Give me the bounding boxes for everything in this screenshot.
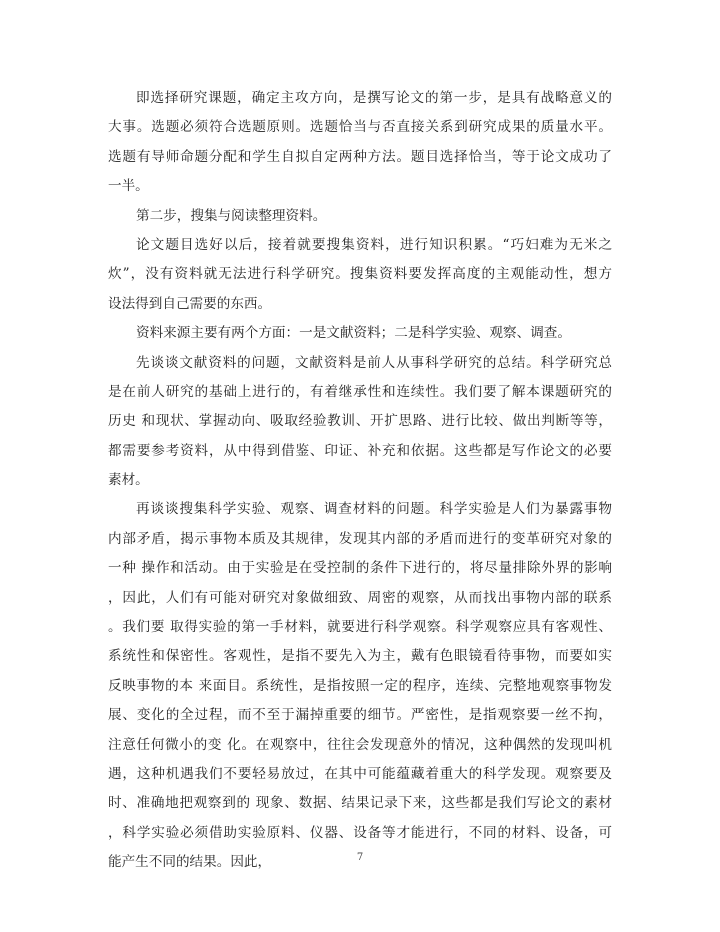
text-line: 展、变化的全过程，而不至于漏掉重要的细节。严密性，是指观察要一丝不拘，	[108, 707, 612, 724]
text-line: 炊”，没有资料就无法进行科学研究。搜集资料要发挥高度的主观能动性，想方	[108, 266, 612, 283]
text-line: 资料来源主要有两个方面：一是文献资料；二是科学实验、观察、调查。	[136, 325, 571, 342]
text-line: 选题有导师命题分配和学生自拟自定两种方法。题目选择恰当，等于论文成功了	[108, 148, 612, 165]
text-line: 论文题目选好以后，接着就要搜集资料，进行知识积累。“巧妇难为无米之	[136, 236, 612, 253]
text-line: 一种 操作和活动。由于实验是在受控制的条件下进行的，将尽量排除外界的影响	[108, 560, 612, 577]
text-line: 系统性和保密性。客观性，是指不要先入为主，戴有色眼镜看待事物，而要如实	[108, 648, 612, 665]
text-line: 是在前人研究的基础上进行的，有着继承性和连续性。我们要了解本课题研究的	[108, 383, 612, 400]
text-line: 素材。	[108, 472, 149, 489]
text-line: 注意任何微小的变 化。在观察中，往往会发现意外的情况，这种偶然的发现叫机	[108, 736, 612, 753]
text-line: 再谈谈搜集科学实验、观察、调查材料的问题。科学实验是人们为暴露事物	[136, 501, 612, 518]
text-line: 反映事物的本 来面目。系统性，是指按照一定的程序，连续、完整地观察事物发	[108, 677, 612, 694]
text-line: 大事。选题必须符合选题原则。选题恰当与否直接关系到研究成果的质量水平。	[108, 119, 612, 136]
text-line: 内部矛盾，揭示事物本质及其规律，发现其内部的矛盾而进行的变革研究对象的	[108, 530, 612, 547]
page-number: 7	[356, 852, 364, 863]
text-line: 设法得到自己需要的东西。	[108, 295, 272, 312]
text-line: 先谈谈文献资料的问题，文献资料是前人从事科学研究的总结。科学研究总	[136, 354, 612, 371]
text-line: 。我们要 取得实验的第一手材料，就要进行科学观察。科学观察应具有客观性、	[108, 619, 612, 636]
text-line: 能产生不同的结果。因此，	[108, 854, 272, 871]
text-line: ，因此，人们有可能对研究对象做细致、周密的观察，从而找出事物内部的联系	[108, 589, 612, 606]
text-line: 历史 和现状、掌握动向、吸取经验教训、开扩思路、进行比较、做出判断等等，	[108, 413, 612, 430]
text-line: 时、准确地把观察到的 现象、数据、结果记录下来，这些都是我们写论文的素材	[108, 795, 612, 812]
body-text	[108, 84, 612, 878]
text-line: 第二步，搜集与阅读整理资料。	[136, 207, 327, 224]
text-line: 都需要参考资料，从中得到借鉴、印证、补充和依据。这些都是写作论文的必要	[108, 442, 612, 459]
text-line: ，科学实验必须借助实验原料、仪器、设备等才能进行，不同的材料、设备，可	[108, 824, 612, 841]
text-line: 即选择研究课题，确定主攻方向，是撰写论文的第一步，是具有战略意义的	[136, 90, 612, 106]
text-line: 一半。	[108, 178, 149, 195]
text-line: 遇，这种机遇我们不要轻易放过，在其中可能蕴藏着重大的科学发现。观察要及	[108, 765, 612, 782]
